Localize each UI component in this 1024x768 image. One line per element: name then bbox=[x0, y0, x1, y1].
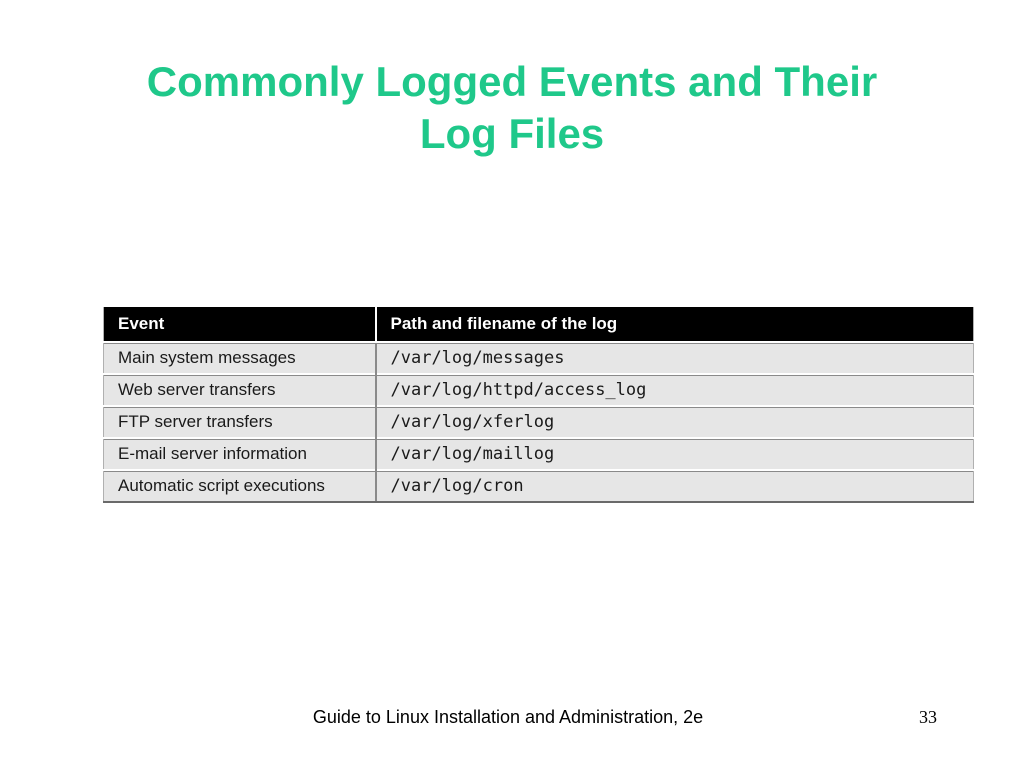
table-header-row bbox=[104, 307, 974, 342]
path-cell: /var/log/xferlog bbox=[376, 406, 974, 438]
table-row bbox=[104, 406, 974, 438]
table-row bbox=[104, 374, 974, 406]
slide-title-line-2: Log Files bbox=[419, 110, 605, 157]
path-cell: /var/log/cron bbox=[376, 470, 974, 502]
slide-title-line-1: Commonly Logged Events and Their bbox=[146, 58, 878, 105]
table-row bbox=[104, 470, 974, 502]
event-cell: Main system messages bbox=[104, 342, 376, 374]
event-cell: Web server transfers bbox=[104, 374, 376, 406]
page-number: 33 bbox=[919, 707, 937, 727]
log-files-table bbox=[103, 307, 974, 503]
path-cell: /var/log/maillog bbox=[376, 438, 974, 470]
event-cell: E-mail server information bbox=[104, 438, 376, 470]
path-cell: /var/log/messages bbox=[376, 342, 974, 374]
header-event: Event bbox=[104, 307, 376, 342]
table-row bbox=[104, 342, 974, 374]
event-cell: FTP server transfers bbox=[104, 406, 376, 438]
footer-text: Guide to Linux Installation and Administration, 2e bbox=[312, 707, 704, 727]
table-row bbox=[104, 438, 974, 470]
log-table-container bbox=[103, 307, 973, 503]
slide-title bbox=[0, 56, 1024, 160]
path-cell: /var/log/httpd/access_log bbox=[376, 374, 974, 406]
header-path: Path and filename of the log bbox=[376, 307, 974, 342]
event-cell: Automatic script executions bbox=[104, 470, 376, 502]
